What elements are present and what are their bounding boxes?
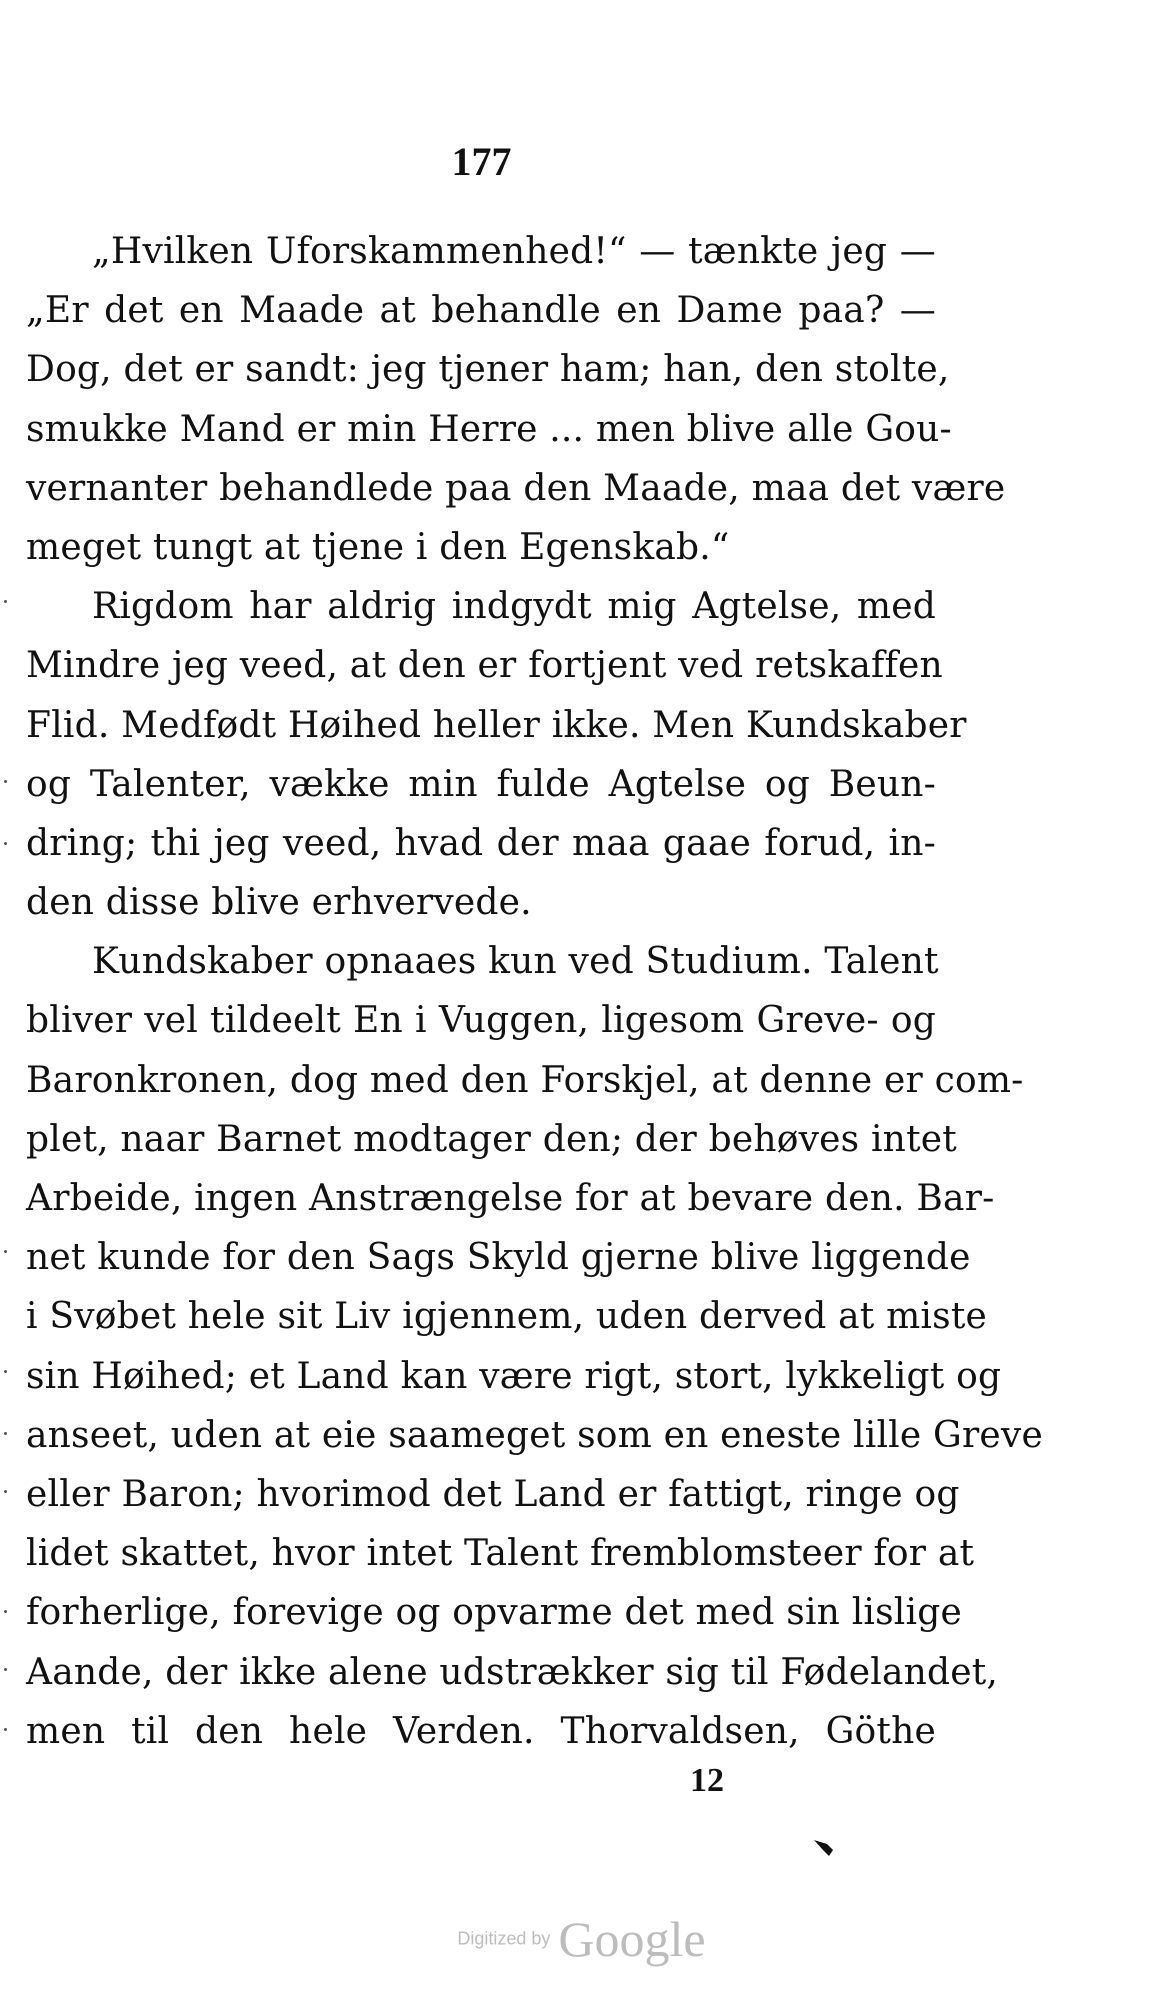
text-line: Aande, der ikke alene udstrækker sig til Fødelandet, [26,1651,999,1693]
text-line: Arbeide, ingen Anstrængelse for at bevare den. Bar- [26,1178,995,1219]
margin-scan-artifacts [4,0,12,2013]
text-line: smukke Mand er min Herre ... men blive alle Gou- [26,408,952,450]
text-line: net kunde for den Sags Skyld gjerne blive liggende [26,1237,971,1279]
text-line: bliver vel tildeelt En i Vuggen, ligesom Greve- og [26,1000,936,1042]
text-line: Kundskaber opnaaes kun ved Studium. Talent [92,941,939,983]
signature-mark: 12 [690,1762,724,1799]
text-line: Rigdom har aldrig indgydt mig Agtelse, med [92,586,936,628]
text-line: meget tungt at tjene i den Egenskab.“ [26,526,730,568]
text-line: men til den hele Verden. Thorvaldsen, Göthe [26,1710,936,1752]
paragraph-3 [26,932,1043,1761]
text-line: Flid. Medfødt Høihed heller ikke. Men Kundskaber [26,704,967,746]
body-text [26,222,1043,1761]
text-line: forherlige, forevige og opvarme det med sin lislige [26,1592,962,1634]
text-line: lidet skattet, hvor intet Talent fremblomsteer for at [26,1533,975,1575]
text-line: den disse blive erhvervede. [26,882,532,924]
text-line: og Talenter, vække min fulde Agtelse og Beun- [26,763,936,805]
text-line: Mindre jeg veed, at den er fortjent ved retskaffen [26,645,943,687]
text-line: Baronkronen, dog med den Forskjel, at denne er com- [26,1059,1024,1101]
paragraph-1 [26,222,1006,577]
text-line: „Hvilken Uforskammenhed!“ — tænkte jeg — [92,231,936,272]
ink-blot-icon [813,1838,835,1858]
paragraph-2 [26,577,967,932]
text-line: sin Høihed; et Land kan være rigt, stort, lykkeligt og [26,1355,1002,1397]
text-line: „Er det en Maade at behandle en Dame paa? — [26,290,936,332]
text-line: dring; thi jeg veed, hvad der maa gaae forud, in- [26,822,936,864]
text-line: plet, naar Barnet modtager den; der behøves intet [26,1118,957,1160]
text-line: anseet, uden at eie saameget som en eneste lille Greve [26,1414,1043,1456]
page-number: 177 [451,139,512,184]
text-line: vernanter behandlede paa den Maade, maa det være [26,467,1006,509]
text-line: i Svøbet hele sit Liv igjennem, uden derved at miste [26,1296,987,1338]
text-line: Dog, det er sandt: jeg tjener ham; han, den stolte, [26,349,950,391]
text-line: eller Baron; hvorimod det Land er fattigt, ringe og [26,1473,960,1515]
google-brand: Google [558,1911,706,1967]
digitized-by-google-watermark [0,1910,1163,1968]
digitized-label: Digitized by [457,1928,551,1949]
